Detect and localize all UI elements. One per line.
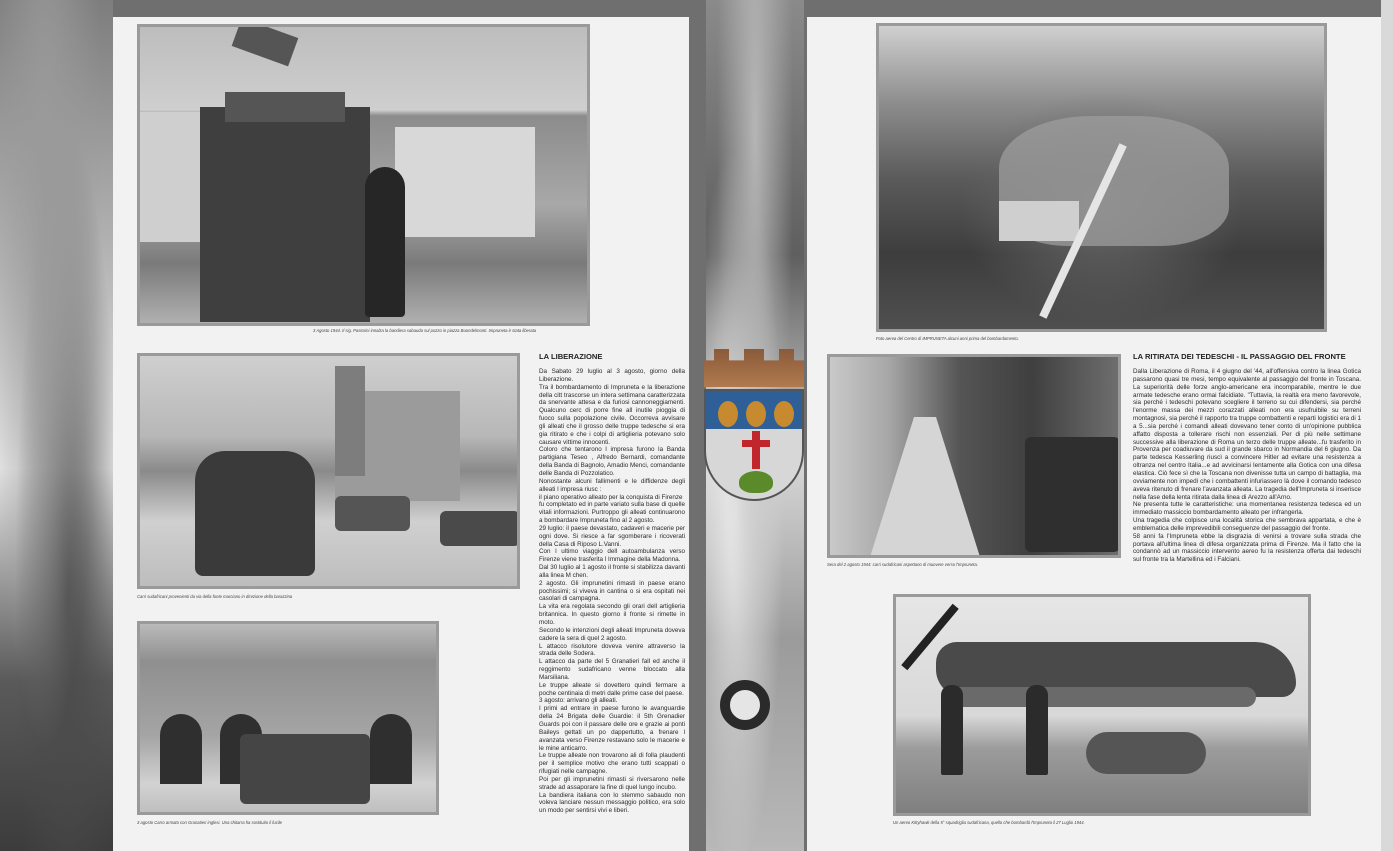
paragraph: Dalla Liberazione di Roma, il 4 giugno del '44, all'offensiva contro la linea Gotica passarono quasi tre mesi, tempo equivalente al passaggio del fronte in Toscana. La superiorità delle forze anglo-americane era incomparabile, mentre le due armate tedesche erano ormai falcidiate. "Tuttavia, la realtà era meno favorevole, sia perché i tedeschi potevano scegliere il terreno su cui difendersi, sia perché l'enorme massa dei mezzi corazzati alleati non era usufruibile su terreni montagnosi, sia perché il rapporto tra truppe combattenti e reparti logistici era di 1 a 5...sia perché i comandi alleati dovevano tener conto di un'opinione pubblica affatto disposta a tollerare rischi non essenziali. Per di più nelle settimane successive alla liberazione di Roma un terzo delle truppe alleate...fu trasferito in Provenza per coadiuvare da sud il grande sbarco in Normandia del 6 giugno. Da parte tedesca Kesserling riuscì a convincere Hitler ad evitare una resistenza a oltranza nel centro Italia...e ad avvicinarsi lentamente alla Gotica con una difesa elastica. Ciò fece sì che la Toscana non divenisse tutta un campo di battaglia, ma ovviamente non impedì che i combattenti infuriassero là dove il comando tedesco aveva ritenuto di frenare l'avanzata alleata. La tragedia dell'Impruneta si inserisce nella fase della lenta ritirata dalla linea di Arezzo all'Arno. (1133, 368, 1361, 501)
caption-tanks-road: Sera del 2 agosto 1944: carri sudafricani aspettano di muovere verso l'Impruneta. (827, 562, 978, 567)
paragraph: Le truppe alleate si dovettero quindi fermare a poche centinaia di metri dalle prime case del paese. (539, 681, 685, 697)
paragraph: Le truppe alleate non trovarono ali di folla plaudenti per il semplice motivo che erano tutti scappati o rifugiati nelle campagne. (539, 752, 685, 776)
background-aerial-left (0, 0, 113, 851)
paragraph: Una tragedia che colpisce una località storica che sembrava appartata, e che è emblematica delle imprevedibili conseguenze del passaggio del fronte. (1133, 517, 1361, 532)
heading-ritirata: LA RITIRATA DEI TEDESCHI - IL PASSAGGIO DEL FRONTE (1133, 352, 1346, 361)
photo-flag-raising (137, 24, 590, 326)
article-liberazione (539, 368, 685, 815)
paragraph: Coloro che tentarono l impresa furono la Banda partigiana Teseo , Alfredo Bernardi, comandante della Banda di Bagnolo, Amadio Menci, comandante delle Banda di Pozzolatico. (539, 446, 685, 477)
paragraph: 29 luglio: il paese devastato, cadaveri e macerie per ogni dove. Si riesce a far sgomberare i ricoverati della Casa di Riposo L.Vanni. (539, 524, 685, 548)
photo-tanks-in-square (137, 353, 520, 589)
paragraph: Con l ultimo viaggio dell autoambulanza verso Firenze viene trasferita l Immagine della Madonna. (539, 548, 685, 564)
paragraph: L attacco risolutore doveva venire attraverso la strada delle Sodera. (539, 642, 685, 658)
paragraph: La bandiera italiana con lo stemmo sabaudo non voleva lanciare nessun messaggio politico, era solo un modo per sentirsi vivi e liberi. (539, 791, 685, 815)
caption-street-tank: 3 agosto Carro armato con Granatieri inglesi. Una chitarra ha sostituito il fucile (137, 820, 283, 825)
background-right-edge (1381, 0, 1393, 851)
paragraph: Da Sabato 29 luglio al 3 agosto, giorno della Liberazione. (539, 368, 685, 383)
caption-tanks: Carri sudafricani provenienti da via della fonte marciano in direzione della barazzina (137, 594, 293, 599)
paragraph: Secondo le intenzioni degli alleati Impruneta doveva cadere la sera di quel 2 agosto. (539, 626, 685, 642)
heading-liberazione: LA LIBERAZIONE (539, 352, 603, 361)
paragraph: 58 anni fa l'Impruneta ebbe la disgrazia di venirsi a trovare sulla strada che portava all'ultima linea di difesa organizzata prima di Firenze. Ma il fatto che la condannò ad un massiccio intervento aereo fu la resistenza offerta dai tedeschi sul fronte tra la Martellina ed i Falciani. (1133, 532, 1361, 564)
photo-aerial-impruneta (876, 23, 1327, 332)
paragraph: Dal 30 luglio al 1 agosto il fronte si stabilizza davanti alla linea M chen. (539, 564, 685, 579)
paragraph: fu completato ed in parte variato sulla base di quelle vitali informazioni. Purtroppo gli alleati continuarono a bombardare Impruneta fino al 2 agosto. (539, 501, 685, 525)
paragraph: La vita era regolata secondo gli orari dell artiglieria britannica. In questo giorno il fronte si rimette in moto. (539, 603, 685, 626)
paragraph: Ne presenta tutte le caratteristiche: una momentanea resistenza tedesca ed un immediato massiccio bombardamento alleato per infrangerla. (1133, 501, 1361, 517)
paragraph: Nonostante alcuni fallimenti e le diffidenze degli alleati l impresa riusc : (539, 477, 685, 493)
paragraph: il piano operativo alleato per la conquista di Firenze (539, 493, 683, 501)
paragraph: 2 agosto. Gli imprunetini rimasti in paese erano pochissimi; si viveva in cantina o si era ospitati nei casolari di campagna. (539, 579, 685, 603)
paragraph: Poi per gli imprunetini rimasti si riversarono nelle strade ad assaporare la fine di quel lungo incubo. (539, 775, 685, 791)
paragraph: 3 agosto: arrivano gli alleati. (539, 697, 618, 705)
paragraph: L attacco da parte del 5 Granatieri fall ed anche il reggimento sudafricano venne bloccato alla Marsiliana. (539, 658, 685, 681)
article-ritirata (1133, 368, 1361, 564)
caption-flag-raising: 3 Agosto 1944. Il sig. Pastorini innalza la bandiera sabauda sul pozzo in piazza Buondelmonti. Impruneta è stata liberata (313, 328, 537, 333)
caption-aerial: Foto aerea del Centro di IMPRUNETA alcuni anni prima del bombardamento. (876, 336, 1019, 341)
aircraft-roundel-mark (720, 680, 770, 730)
caption-kittyhawk: Un aereo Kittyhawk della 5° squadriglia sudafricana, quello che bombardò l'Impruneta il 27 Luglio 1944. (893, 820, 1085, 825)
paragraph: Tra il bombardamento di Impruneta e la liberazione della citt trascorse un intera settimana caratterizzata da snervante attesa e da furiosi cannoneggiamenti. Qualcuno cerc di porre fine all inutile pioggia di fuoco sulla popolazione civile. Occorreva avvisare gli alleati che il grosso delle truppe tedesche si era gia ritirato e che i colpi di artiglieria potevano solo causare vittime innocenti. (539, 383, 685, 446)
paragraph: I primi ad entrare in paese furono le avanguardie della 24 Brigata delle Guardie: il 5th Grenadier Guards poi con il passare delle ore e grazie ai ponti Baileys gettati un po dappertutto, a frenare l avanzata verso Firenze restavano solo le macerie e le mine anticarro. (539, 705, 685, 752)
impruneta-coat-of-arms-icon (700, 349, 808, 502)
photo-tanks-road (827, 354, 1121, 558)
photo-kittyhawk-aircraft (893, 594, 1311, 816)
photo-street-tank (137, 621, 439, 815)
